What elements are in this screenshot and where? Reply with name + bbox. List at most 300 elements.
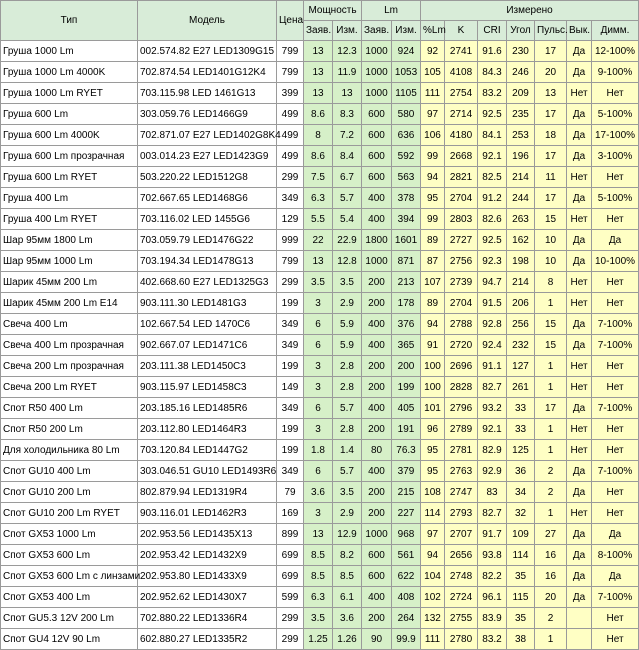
cell-lm-measured: 213	[392, 272, 421, 293]
table-body	[1, 41, 639, 650]
cell-price: 199	[277, 440, 304, 461]
cell-cri: 82.7	[478, 377, 507, 398]
subheader-cell: Пульс.	[535, 21, 567, 41]
cell-power-declared: 7.5	[304, 167, 333, 188]
cell-cri: 92.5	[478, 104, 507, 125]
cell-dimming: Нет	[592, 83, 639, 104]
cell-lm-percent: 99	[421, 209, 445, 230]
table-header	[1, 1, 639, 41]
cell-lm-percent: 91	[421, 335, 445, 356]
cell-flicker: 1	[535, 503, 567, 524]
cell-cri: 93.8	[478, 545, 507, 566]
cell-lm-percent: 96	[421, 419, 445, 440]
cell-model: 802.879.94 LED1319R4	[138, 482, 277, 503]
table-row	[1, 188, 639, 209]
cell-color-temp: 2756	[445, 251, 478, 272]
cell-model: 203.111.38 LED1450C3	[138, 356, 277, 377]
cell-cri: 82.7	[478, 503, 507, 524]
table-row	[1, 272, 639, 293]
cell-price: 349	[277, 314, 304, 335]
cell-dimming: 12-100%	[592, 41, 639, 62]
cell-lm-percent: 97	[421, 524, 445, 545]
header-model: Модель	[138, 1, 277, 41]
cell-dimming: Нет	[592, 272, 639, 293]
cell-lm-declared: 200	[362, 377, 392, 398]
cell-power-declared: 6	[304, 461, 333, 482]
cell-lm-declared: 400	[362, 209, 392, 230]
cell-type: Груша 1000 Lm RYET	[1, 83, 138, 104]
cell-model: 402.668.60 E27 LED1325G3	[138, 272, 277, 293]
cell-lm-percent: 104	[421, 566, 445, 587]
cell-lm-measured: 76.3	[392, 440, 421, 461]
cell-power-measured: 2.9	[333, 293, 362, 314]
cell-price: 799	[277, 62, 304, 83]
cell-switch-off-glow: Да	[567, 566, 592, 587]
table-row	[1, 608, 639, 629]
cell-cri: 84.3	[478, 62, 507, 83]
cell-type: Спот GX53 400 Lm	[1, 587, 138, 608]
cell-power-declared: 6.3	[304, 587, 333, 608]
cell-lm-percent: 97	[421, 104, 445, 125]
cell-price: 199	[277, 293, 304, 314]
table-row	[1, 377, 639, 398]
cell-lm-measured: 636	[392, 125, 421, 146]
cell-dimming: Нет	[592, 629, 639, 650]
cell-power-declared: 6.3	[304, 188, 333, 209]
cell-power-declared: 6	[304, 314, 333, 335]
table-row	[1, 251, 639, 272]
cell-type: Спот R50 200 Lm	[1, 419, 138, 440]
cell-model: 703.115.98 LED 1461G13	[138, 83, 277, 104]
cell-lm-declared: 600	[362, 566, 392, 587]
cell-beam-angle: 206	[507, 293, 535, 314]
subheader-cell: CRI	[478, 21, 507, 41]
cell-power-measured: 2.9	[333, 503, 362, 524]
cell-dimming: 5-100%	[592, 188, 639, 209]
cell-flicker: 10	[535, 230, 567, 251]
cell-model: 602.880.27 LED1335R2	[138, 629, 277, 650]
cell-type: Спот R50 400 Lm	[1, 398, 138, 419]
cell-price: 149	[277, 377, 304, 398]
cell-lm-declared: 80	[362, 440, 392, 461]
cell-color-temp: 2763	[445, 461, 478, 482]
cell-flicker: 16	[535, 545, 567, 566]
subheader-cell: Заяв.	[362, 21, 392, 41]
cell-beam-angle: 230	[507, 41, 535, 62]
cell-lm-percent: 94	[421, 167, 445, 188]
cell-power-measured: 8.2	[333, 545, 362, 566]
cell-flicker: 1	[535, 293, 567, 314]
cell-lm-measured: 394	[392, 209, 421, 230]
cell-price: 299	[277, 629, 304, 650]
cell-power-declared: 3	[304, 356, 333, 377]
cell-lm-measured: 99.9	[392, 629, 421, 650]
cell-beam-angle: 114	[507, 545, 535, 566]
cell-power-measured: 7.2	[333, 125, 362, 146]
cell-beam-angle: 253	[507, 125, 535, 146]
cell-dimming: Нет	[592, 377, 639, 398]
cell-switch-off-glow: Да	[567, 125, 592, 146]
cell-price: 79	[277, 482, 304, 503]
cell-color-temp: 2748	[445, 566, 478, 587]
cell-lm-measured: 871	[392, 251, 421, 272]
cell-color-temp: 2796	[445, 398, 478, 419]
cell-beam-angle: 196	[507, 146, 535, 167]
cell-lm-declared: 90	[362, 629, 392, 650]
cell-lm-declared: 400	[362, 398, 392, 419]
cell-dimming: 7-100%	[592, 587, 639, 608]
cell-dimming: Нет	[592, 503, 639, 524]
cell-beam-angle: 263	[507, 209, 535, 230]
cell-lm-declared: 600	[362, 125, 392, 146]
cell-model: 702.871.07 E27 LED1402G8K4	[138, 125, 277, 146]
cell-lm-measured: 215	[392, 482, 421, 503]
cell-cri: 92.1	[478, 146, 507, 167]
cell-type: Шарик 45мм 200 Lm	[1, 272, 138, 293]
cell-price: 499	[277, 104, 304, 125]
cell-color-temp: 2707	[445, 524, 478, 545]
cell-lm-declared: 400	[362, 188, 392, 209]
subheader-cell: Заяв.	[304, 21, 333, 41]
cell-type: Спот GU4 12V 90 Lm	[1, 629, 138, 650]
subheader-cell: Изм.	[392, 21, 421, 41]
cell-flicker: 15	[535, 335, 567, 356]
cell-lm-declared: 1000	[362, 251, 392, 272]
cell-power-measured: 12.8	[333, 251, 362, 272]
cell-beam-angle: 34	[507, 482, 535, 503]
cell-power-measured: 3.5	[333, 482, 362, 503]
cell-dimming: Да	[592, 524, 639, 545]
cell-model: 003.014.23 E27 LED1423G9	[138, 146, 277, 167]
cell-model: 203.185.16 LED1485R6	[138, 398, 277, 419]
cell-cri: 91.6	[478, 41, 507, 62]
cell-lm-measured: 178	[392, 293, 421, 314]
cell-model: 703.116.02 LED 1455G6	[138, 209, 277, 230]
cell-power-measured: 22.9	[333, 230, 362, 251]
cell-dimming: 7-100%	[592, 398, 639, 419]
cell-power-declared: 13	[304, 62, 333, 83]
cell-price: 349	[277, 461, 304, 482]
cell-dimming: 5-100%	[592, 104, 639, 125]
cell-power-measured: 2.8	[333, 419, 362, 440]
cell-color-temp: 2656	[445, 545, 478, 566]
cell-lm-measured: 924	[392, 41, 421, 62]
table-row	[1, 398, 639, 419]
cell-beam-angle: 35	[507, 608, 535, 629]
cell-beam-angle: 256	[507, 314, 535, 335]
cell-lm-percent: 114	[421, 503, 445, 524]
cell-switch-off-glow	[567, 608, 592, 629]
cell-flicker: 17	[535, 146, 567, 167]
cell-dimming: Нет	[592, 440, 639, 461]
cell-type: Груша 600 Lm RYET	[1, 167, 138, 188]
cell-power-measured: 2.8	[333, 356, 362, 377]
cell-model: 702.874.54 LED1401G12K4	[138, 62, 277, 83]
cell-color-temp: 2755	[445, 608, 478, 629]
cell-flicker: 1	[535, 629, 567, 650]
cell-lm-measured: 408	[392, 587, 421, 608]
cell-lm-measured: 622	[392, 566, 421, 587]
cell-cri: 83.2	[478, 83, 507, 104]
cell-power-declared: 8.5	[304, 545, 333, 566]
cell-cri: 84.1	[478, 125, 507, 146]
cell-dimming: Нет	[592, 356, 639, 377]
cell-dimming: 8-100%	[592, 545, 639, 566]
cell-beam-angle: 32	[507, 503, 535, 524]
cell-lm-declared: 400	[362, 461, 392, 482]
cell-flicker: 15	[535, 209, 567, 230]
cell-power-declared: 13	[304, 251, 333, 272]
cell-model: 002.574.82 E27 LED1309G15	[138, 41, 277, 62]
cell-lm-percent: 94	[421, 314, 445, 335]
cell-power-measured: 5.7	[333, 188, 362, 209]
header-price: Цена	[277, 1, 304, 41]
cell-type: Шар 95мм 1800 Lm	[1, 230, 138, 251]
cell-switch-off-glow: Нет	[567, 503, 592, 524]
cell-power-declared: 6	[304, 398, 333, 419]
cell-price: 899	[277, 524, 304, 545]
cell-power-declared: 8	[304, 125, 333, 146]
subheader-cell: Димм.	[592, 21, 639, 41]
cell-lm-percent: 111	[421, 629, 445, 650]
cell-model: 703.194.34 LED1478G13	[138, 251, 277, 272]
cell-cri: 92.8	[478, 314, 507, 335]
cell-flicker: 18	[535, 125, 567, 146]
cell-power-declared: 3.5	[304, 608, 333, 629]
cell-type: Шарик 45мм 200 Lm E14	[1, 293, 138, 314]
cell-cri: 82.5	[478, 167, 507, 188]
cell-beam-angle: 235	[507, 104, 535, 125]
cell-lm-percent: 95	[421, 440, 445, 461]
cell-color-temp: 2704	[445, 188, 478, 209]
cell-flicker: 10	[535, 251, 567, 272]
cell-power-measured: 5.9	[333, 335, 362, 356]
cell-switch-off-glow: Нет	[567, 83, 592, 104]
cell-lm-declared: 400	[362, 587, 392, 608]
cell-lm-declared: 1000	[362, 41, 392, 62]
cell-lm-measured: 563	[392, 167, 421, 188]
cell-flicker: 2	[535, 608, 567, 629]
cell-type: Спот GX53 1000 Lm	[1, 524, 138, 545]
cell-switch-off-glow: Нет	[567, 272, 592, 293]
cell-switch-off-glow: Нет	[567, 377, 592, 398]
cell-lm-declared: 1000	[362, 62, 392, 83]
cell-price: 599	[277, 587, 304, 608]
cell-model: 703.059.79 LED1476G22	[138, 230, 277, 251]
cell-beam-angle: 214	[507, 167, 535, 188]
cell-lm-measured: 1053	[392, 62, 421, 83]
cell-switch-off-glow: Нет	[567, 167, 592, 188]
table-row	[1, 419, 639, 440]
cell-dimming: Нет	[592, 209, 639, 230]
cell-lm-measured: 378	[392, 188, 421, 209]
cell-beam-angle: 35	[507, 566, 535, 587]
subheader-cell: Изм.	[333, 21, 362, 41]
cell-color-temp: 2727	[445, 230, 478, 251]
cell-power-measured: 5.7	[333, 398, 362, 419]
cell-lm-declared: 400	[362, 335, 392, 356]
cell-flicker: 16	[535, 566, 567, 587]
cell-beam-angle: 232	[507, 335, 535, 356]
cell-lm-declared: 1000	[362, 524, 392, 545]
table-row	[1, 146, 639, 167]
cell-power-measured: 5.9	[333, 314, 362, 335]
cell-dimming: Нет	[592, 167, 639, 188]
cell-cri: 92.9	[478, 461, 507, 482]
cell-color-temp: 2754	[445, 83, 478, 104]
cell-lm-percent: 92	[421, 41, 445, 62]
cell-lm-declared: 200	[362, 272, 392, 293]
cell-flicker: 17	[535, 104, 567, 125]
cell-price: 699	[277, 566, 304, 587]
cell-cri: 96.1	[478, 587, 507, 608]
cell-dimming: 9-100%	[592, 62, 639, 83]
table-row	[1, 104, 639, 125]
cell-lm-declared: 1800	[362, 230, 392, 251]
cell-lm-declared: 200	[362, 356, 392, 377]
cell-type: Груша 600 Lm прозрачная	[1, 146, 138, 167]
cell-cri: 83.2	[478, 629, 507, 650]
cell-flicker: 20	[535, 587, 567, 608]
cell-beam-angle: 38	[507, 629, 535, 650]
cell-model: 503.220.22 LED1512G8	[138, 167, 277, 188]
cell-beam-angle: 33	[507, 398, 535, 419]
cell-color-temp: 2821	[445, 167, 478, 188]
cell-switch-off-glow: Нет	[567, 440, 592, 461]
cell-lm-declared: 200	[362, 608, 392, 629]
cell-lm-percent: 94	[421, 545, 445, 566]
cell-lm-measured: 200	[392, 356, 421, 377]
cell-lm-declared: 200	[362, 503, 392, 524]
table-row	[1, 62, 639, 83]
cell-model: 202.953.42 LED1432X9	[138, 545, 277, 566]
cell-color-temp: 2696	[445, 356, 478, 377]
cell-lm-measured: 592	[392, 146, 421, 167]
cell-lm-percent: 100	[421, 356, 445, 377]
cell-price: 199	[277, 356, 304, 377]
cell-lm-declared: 200	[362, 482, 392, 503]
cell-model: 702.667.65 LED1468G6	[138, 188, 277, 209]
cell-model: 903.115.97 LED1458C3	[138, 377, 277, 398]
cell-cri: 92.3	[478, 251, 507, 272]
cell-lm-declared: 600	[362, 104, 392, 125]
header-measured: Измерено	[421, 1, 639, 21]
cell-switch-off-glow: Нет	[567, 356, 592, 377]
cell-switch-off-glow: Да	[567, 482, 592, 503]
cell-lm-measured: 365	[392, 335, 421, 356]
table-row	[1, 524, 639, 545]
cell-power-declared: 13	[304, 524, 333, 545]
cell-power-declared: 1.8	[304, 440, 333, 461]
cell-switch-off-glow: Да	[567, 314, 592, 335]
cell-type: Для холодильника 80 Lm	[1, 440, 138, 461]
cell-dimming: Да	[592, 566, 639, 587]
cell-lm-measured: 968	[392, 524, 421, 545]
cell-lm-percent: 95	[421, 188, 445, 209]
cell-lm-percent: 89	[421, 293, 445, 314]
cell-type: Свеча 400 Lm	[1, 314, 138, 335]
cell-power-measured: 8.3	[333, 104, 362, 125]
cell-type: Свеча 200 Lm прозрачная	[1, 356, 138, 377]
cell-color-temp: 2828	[445, 377, 478, 398]
cell-flicker: 17	[535, 41, 567, 62]
cell-power-measured: 3.6	[333, 608, 362, 629]
cell-lm-percent: 106	[421, 125, 445, 146]
cell-flicker: 17	[535, 188, 567, 209]
cell-color-temp: 2803	[445, 209, 478, 230]
cell-switch-off-glow: Да	[567, 41, 592, 62]
cell-power-measured: 12.9	[333, 524, 362, 545]
cell-type: Груша 600 Lm 4000K	[1, 125, 138, 146]
cell-power-measured: 13	[333, 83, 362, 104]
cell-cri: 94.7	[478, 272, 507, 293]
table-row	[1, 167, 639, 188]
cell-model: 903.111.30 LED1481G3	[138, 293, 277, 314]
cell-price: 299	[277, 272, 304, 293]
cell-power-declared: 1.25	[304, 629, 333, 650]
cell-switch-off-glow: Да	[567, 251, 592, 272]
cell-type: Груша 600 Lm	[1, 104, 138, 125]
table-row	[1, 125, 639, 146]
cell-cri: 82.2	[478, 566, 507, 587]
cell-power-declared: 8.5	[304, 566, 333, 587]
cell-switch-off-glow: Да	[567, 587, 592, 608]
cell-color-temp: 2739	[445, 272, 478, 293]
header-lm: Lm	[362, 1, 421, 21]
cell-cri: 91.7	[478, 524, 507, 545]
cell-beam-angle: 198	[507, 251, 535, 272]
cell-switch-off-glow	[567, 629, 592, 650]
cell-flicker: 15	[535, 314, 567, 335]
cell-model: 202.952.62 LED1430X7	[138, 587, 277, 608]
cell-lm-percent: 132	[421, 608, 445, 629]
cell-switch-off-glow: Да	[567, 230, 592, 251]
cell-lm-declared: 1000	[362, 83, 392, 104]
cell-switch-off-glow: Да	[567, 104, 592, 125]
cell-flicker: 13	[535, 83, 567, 104]
cell-power-measured: 5.7	[333, 461, 362, 482]
cell-model: 202.953.80 LED1433X9	[138, 566, 277, 587]
cell-price: 699	[277, 545, 304, 566]
cell-switch-off-glow: Да	[567, 335, 592, 356]
cell-price: 299	[277, 167, 304, 188]
cell-model: 102.667.54 LED 1470C6	[138, 314, 277, 335]
cell-lm-measured: 561	[392, 545, 421, 566]
cell-lm-percent: 102	[421, 587, 445, 608]
cell-dimming: Нет	[592, 482, 639, 503]
cell-power-declared: 13	[304, 83, 333, 104]
table-row	[1, 314, 639, 335]
cell-color-temp: 4180	[445, 125, 478, 146]
cell-beam-angle: 36	[507, 461, 535, 482]
table-row	[1, 566, 639, 587]
cell-switch-off-glow: Да	[567, 146, 592, 167]
cell-switch-off-glow: Да	[567, 545, 592, 566]
cell-type: Груша 400 Lm	[1, 188, 138, 209]
cell-model: 303.059.76 LED1466G9	[138, 104, 277, 125]
cell-lm-measured: 376	[392, 314, 421, 335]
cell-beam-angle: 244	[507, 188, 535, 209]
cell-model: 303.046.51 GU10 LED1493R6	[138, 461, 277, 482]
cell-lm-percent: 89	[421, 230, 445, 251]
cell-lm-percent: 105	[421, 62, 445, 83]
cell-beam-angle: 127	[507, 356, 535, 377]
table-row	[1, 83, 639, 104]
cell-lm-percent: 87	[421, 251, 445, 272]
cell-cri: 82.6	[478, 209, 507, 230]
cell-dimming: 10-100%	[592, 251, 639, 272]
cell-power-measured: 1.4	[333, 440, 362, 461]
